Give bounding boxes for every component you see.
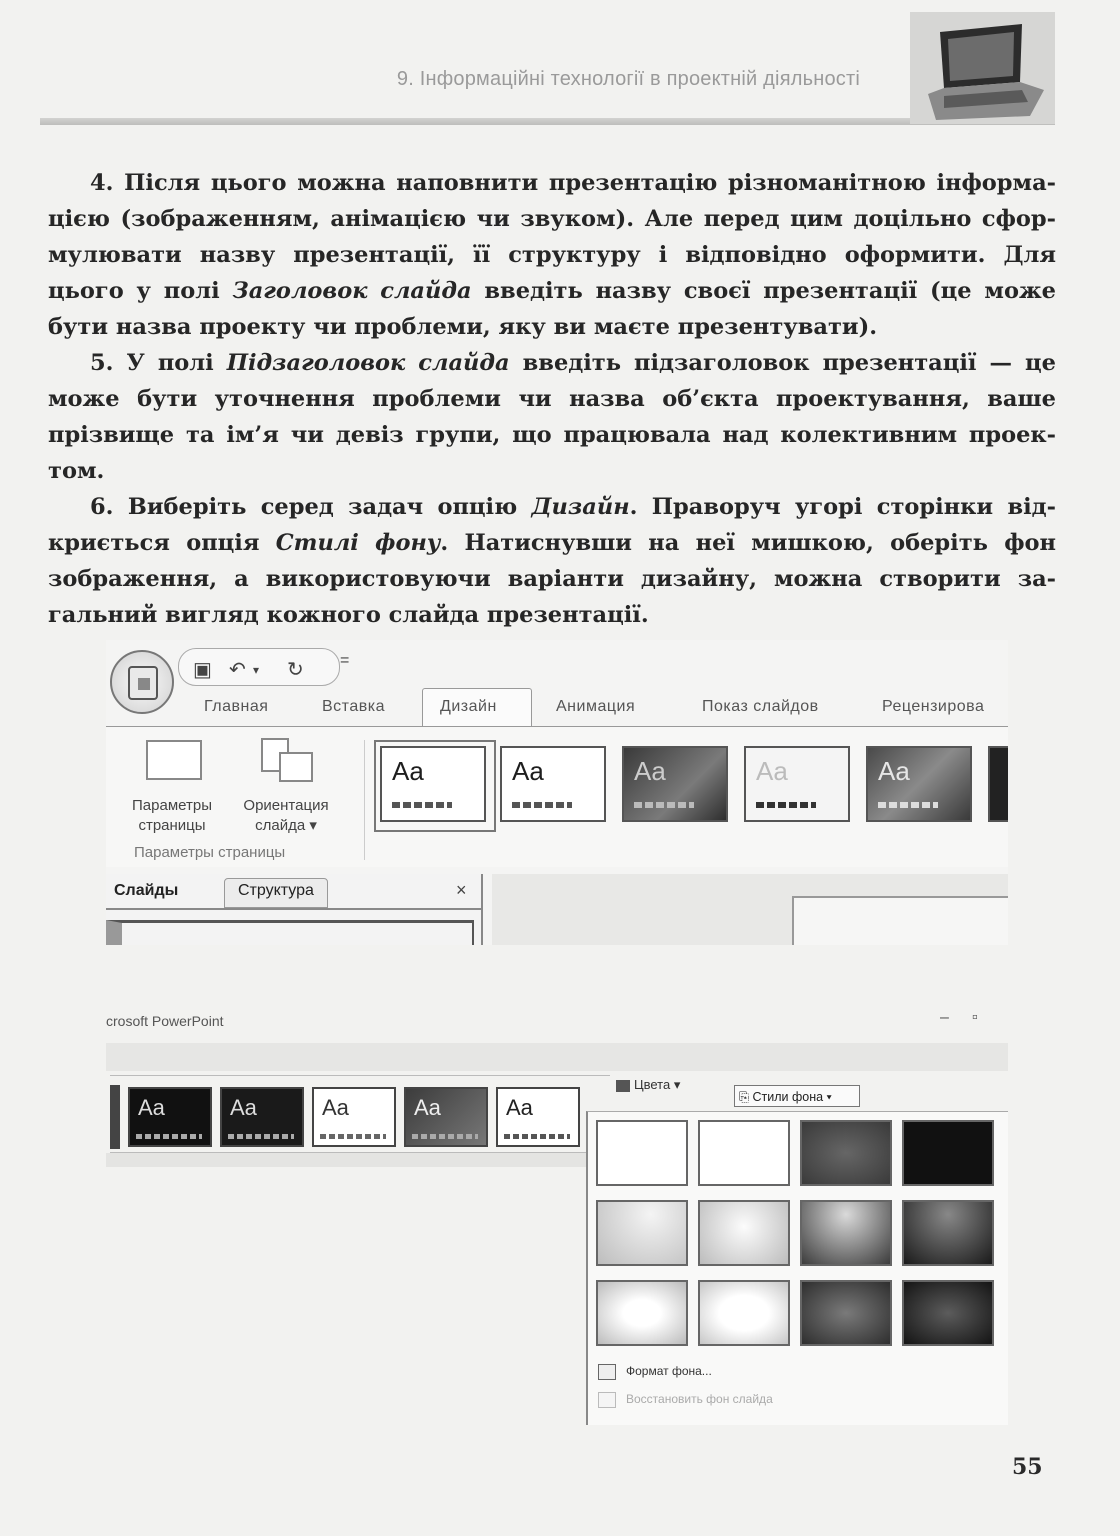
tab-bar-background: [106, 1043, 1008, 1071]
tab-insert[interactable]: Вставка: [322, 698, 385, 715]
term-design: Дизайн: [531, 494, 630, 520]
background-style-option[interactable]: [596, 1200, 688, 1266]
reset-background-menu-item: [598, 1392, 773, 1408]
pane-divider: [106, 908, 481, 910]
theme-thumbnail[interactable]: [496, 1087, 580, 1147]
tab-design[interactable]: Дизайн: [440, 698, 497, 715]
theme-sample-text: Aa: [230, 1095, 257, 1120]
theme-thumbnail[interactable]: [500, 746, 606, 822]
paragraph-step-4: [48, 165, 1056, 345]
background-style-option[interactable]: [596, 1280, 688, 1346]
office-logo-icon: [128, 666, 158, 700]
text-segment: . Праворуч угорі сторінки відкриється опція: [48, 494, 1056, 556]
background-style-option[interactable]: [800, 1120, 892, 1186]
slide-orientation-button[interactable]: Ориентация слайда ▾: [243, 797, 329, 834]
text-segment: 5. У полі: [90, 350, 227, 376]
quick-access-toolbar: [178, 648, 340, 686]
tab-animation[interactable]: Анимация: [556, 698, 636, 715]
close-icon[interactable]: ×: [456, 880, 467, 900]
slide-thumbnail[interactable]: [106, 920, 474, 945]
slide-editing-area: [492, 874, 1008, 945]
colors-label: Цвета: [634, 1077, 671, 1092]
theme-thumbnail[interactable]: [220, 1087, 304, 1147]
theme-sample-text: Aa: [506, 1095, 533, 1120]
tab-slide-show[interactable]: Показ слайдов: [702, 698, 819, 715]
theme-sample-text: Aa: [138, 1095, 165, 1120]
laptop-illustration: [910, 12, 1055, 124]
window-title: crosoft PowerPoint: [106, 1013, 224, 1029]
background-style-option[interactable]: [902, 1200, 994, 1266]
minimize-icon[interactable]: –: [940, 1009, 949, 1026]
reset-background-icon: [598, 1392, 616, 1408]
slide-canvas[interactable]: [792, 896, 1008, 945]
paragraph-step-6: [48, 489, 1056, 633]
maximize-icon[interactable]: ▫: [972, 1009, 978, 1026]
background-styles-gallery: [586, 1111, 1008, 1425]
theme-sample-text: Aa: [414, 1095, 441, 1120]
header-rule: [40, 118, 1055, 125]
chapter-title: 9. Інформаційні технології в проектній діяльності: [396, 68, 860, 90]
format-background-menu-item[interactable]: [598, 1364, 712, 1380]
gallery-edge: [110, 1085, 120, 1149]
save-icon[interactable]: ▣: [193, 659, 212, 681]
theme-thumbnail[interactable]: [312, 1087, 396, 1147]
page-setup-icon[interactable]: [146, 740, 202, 780]
background-styles-label: Стили фона: [752, 1090, 824, 1104]
tab-slides[interactable]: Слайды: [114, 882, 179, 899]
theme-thumbnail[interactable]: [744, 746, 850, 822]
undo-icon[interactable]: ↶: [229, 659, 246, 681]
body-text: [48, 165, 1056, 633]
term-slide-title: Заголовок слайда: [232, 278, 472, 304]
term-background-styles: Стилі фону: [275, 530, 441, 556]
undo-dropdown-icon[interactable]: ▾: [253, 663, 260, 677]
term-slide-subtitle: Підзаголовок слайда: [226, 350, 510, 376]
theme-thumbnail[interactable]: [622, 746, 728, 822]
theme-sample-text: Aa: [392, 756, 424, 786]
redo-icon[interactable]: ↻: [287, 659, 304, 681]
slide-orientation-label: Ориентация слайда: [243, 797, 329, 834]
colors-icon: [616, 1080, 630, 1092]
theme-sample-text: Aa: [512, 756, 544, 786]
tab-home[interactable]: Главная: [204, 698, 269, 715]
customize-toolbar-icon[interactable]: =: [340, 652, 350, 669]
menu-item-label: Восстановить фон слайда: [626, 1392, 773, 1407]
tab-outline[interactable]: Структура: [238, 882, 314, 899]
slide-orientation-icon[interactable]: [261, 738, 313, 784]
text-segment: введіть назву своєї презентації (це може бути назва проекту чи проблеми, яку ви маєте презентувати).: [48, 278, 1056, 340]
paragraph-step-5: [48, 345, 1056, 489]
theme-sample-text: Aa: [634, 756, 666, 786]
page-setup-label: Параметры страницы: [132, 797, 212, 834]
tab-review[interactable]: Рецензирова: [882, 698, 985, 715]
text-segment: введіть підзаголовок презентації — це може бути уточнення проблеми чи назва об’єкта проектування, ваше прізвище та ім’я чи девіз групи, що працювала над колективним проектом.: [48, 350, 1056, 484]
background-style-option[interactable]: [800, 1200, 892, 1266]
background-style-option[interactable]: [698, 1280, 790, 1346]
office-button[interactable]: [110, 650, 174, 714]
text-segment: 6. Виберіть серед задач опцію: [90, 494, 532, 520]
background-style-option[interactable]: [800, 1280, 892, 1346]
colors-button[interactable]: Цвета ▾: [616, 1077, 680, 1093]
page-setup-group-label: Параметры страницы: [134, 844, 286, 861]
background-style-option[interactable]: [698, 1120, 790, 1186]
format-background-icon: [598, 1364, 616, 1380]
slides-pane: [106, 874, 483, 945]
background-style-option[interactable]: [902, 1120, 994, 1186]
background-style-option[interactable]: [698, 1200, 790, 1266]
theme-thumbnail[interactable]: [128, 1087, 212, 1147]
text-segment: 4. Після цього можна наповнити презентацію різноманітною інформацією (зображенням, анімацією чи звуком). Але перед цим доцільно сформулювати назву презентації, її структуру і відповідно оформити. Для цього у полі: [48, 170, 1056, 304]
theme-thumbnail[interactable]: [988, 746, 1008, 822]
theme-thumbnail[interactable]: [380, 746, 486, 822]
background-styles-screenshot: [106, 1005, 1008, 1425]
ribbon-bottom-band: [106, 1153, 606, 1167]
menu-item-label: Формат фона...: [626, 1364, 712, 1379]
theme-sample-text: Aa: [878, 756, 910, 786]
theme-sample-text: Aa: [322, 1095, 349, 1120]
laptop-icon: [910, 12, 1055, 124]
text-segment: . Натиснувши на неї мишкою, оберіть фон зображення, а використовуючи варіанти дизайну, можна створити загальний вигляд кожного слайда презентації.: [48, 530, 1056, 628]
page-setup-button[interactable]: [112, 796, 232, 836]
background-style-option[interactable]: [596, 1120, 688, 1186]
group-separator: [364, 740, 365, 860]
page-number: 55: [1012, 1454, 1043, 1480]
ribbon-screenshot: [106, 640, 1008, 945]
theme-thumbnail[interactable]: [404, 1087, 488, 1147]
background-style-option[interactable]: [902, 1280, 994, 1346]
theme-thumbnail[interactable]: [866, 746, 972, 822]
theme-sample-text: Aa: [756, 756, 788, 786]
background-styles-button[interactable]: ⎘ Стили фона ▾: [734, 1085, 860, 1107]
